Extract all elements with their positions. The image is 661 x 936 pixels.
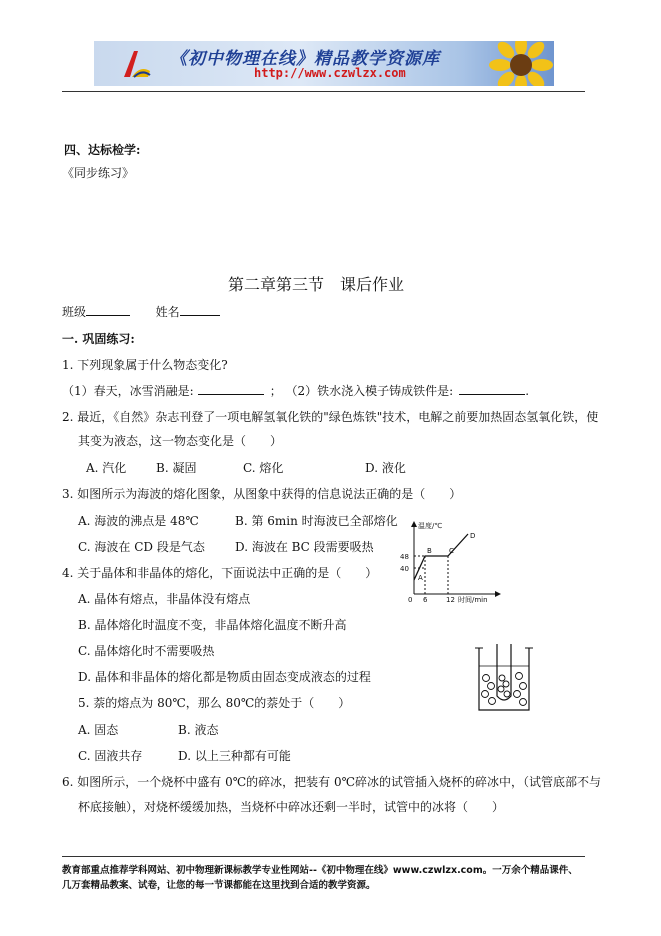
question-1: 1. 下列现象属于什么物态变化?	[62, 358, 228, 372]
melting-graph	[398, 518, 502, 606]
graph-tick-0: 0	[408, 596, 413, 604]
question-1-parts	[62, 382, 529, 399]
footer-line2: 几万套精品教案、试卷，让您的每一节课都能在这里找到合适的教学资源。	[62, 880, 376, 891]
q3-option-a[interactable]: A. 海波的沸点是 48℃	[78, 514, 199, 528]
graph-tick-6: 6	[423, 596, 428, 604]
graph-tick-48: 48	[400, 553, 409, 561]
graph-tick-12: 12	[446, 596, 455, 604]
question-4: 4. 关于晶体和非晶体的熔化，下面说法中正确的是（ ）	[62, 566, 378, 580]
q4-option-a[interactable]: A. 晶体有熔点，非晶体没有熔点	[78, 592, 251, 606]
graph-ylabel: 温度/℃	[418, 522, 443, 530]
q1-blank-a[interactable]	[198, 382, 264, 395]
q1-part-a: （1）春天，冰雪消融是:	[62, 384, 194, 398]
class-blank[interactable]	[86, 303, 130, 316]
q1-part-b: （2）铁水浇入模子铸成铁件是:	[285, 384, 454, 398]
banner-title: 《初中物理在线》精品教学资源库	[170, 49, 440, 69]
sunflower-icon	[486, 41, 554, 86]
section-heading: 四、达标检学:	[64, 143, 141, 157]
question-6-line1: 6. 如图所示，一个烧杯中盛有 0℃的碎冰，把装有 0℃碎冰的试管插入烧杯的碎冰中，（试管底部不与	[62, 775, 602, 789]
question-5: 5. 萘的熔点为 80℃，那么 80℃的萘处于（ ）	[78, 696, 351, 710]
q1-separator: ；	[269, 384, 282, 398]
graph-xlabel: 时间/min	[458, 596, 488, 604]
q5-option-a[interactable]: A. 固态	[78, 723, 119, 737]
q3-option-b[interactable]: B. 第 6min 时海波已全部熔化	[235, 514, 398, 528]
question-2-line2: 其变为液态，这一物态变化是（ ）	[78, 434, 283, 448]
graph-point-b: B	[427, 547, 432, 555]
q2-option-b[interactable]: B. 凝固	[156, 461, 197, 475]
beaker-figure	[473, 644, 535, 714]
q4-option-c[interactable]: C. 晶体熔化时不需要吸热	[78, 644, 215, 658]
q3-option-c[interactable]: C. 海波在 CD 段是气态	[78, 540, 205, 554]
q5-option-b[interactable]: B. 液态	[178, 723, 219, 737]
q4-option-d[interactable]: D. 晶体和非晶体的熔化都是物质由固态变成液态的过程	[78, 670, 371, 684]
q2-option-c[interactable]: C. 熔化	[243, 461, 284, 475]
site-logo-icon	[120, 47, 154, 81]
section-note: 《同步练习》	[62, 166, 135, 180]
q1-end: .	[525, 384, 530, 398]
q1-blank-b[interactable]	[459, 382, 525, 395]
part1-heading: 一. 巩固练习:	[62, 332, 135, 346]
q5-option-d[interactable]: D. 以上三种都有可能	[178, 749, 291, 763]
q2-option-a[interactable]: A. 汽化	[86, 461, 127, 475]
question-6-line2: 杯底接触），对烧杯缓缓加热，当烧杯中碎冰还剩一半时，试管中的冰将（ ）	[78, 800, 505, 814]
footer-line1: 教育部重点推荐学科网站、初中物理新课标教学专业性网站--《初中物理在线》www.czwlzx.com。一万余个精品课件、	[62, 865, 578, 876]
question-3: 3. 如图所示为海波的熔化图象，从图象中获得的信息说法正确的是（ ）	[62, 487, 462, 501]
q3-option-d[interactable]: D. 海波在 BC 段需要吸热	[235, 540, 374, 554]
header-banner	[94, 41, 554, 86]
homework-title: 第二章第三节 课后作业	[228, 275, 405, 294]
graph-point-a: A	[418, 574, 423, 582]
footer-rule	[62, 856, 585, 857]
class-label: 班级	[62, 305, 87, 319]
q2-option-d[interactable]: D. 液化	[365, 461, 406, 475]
graph-point-c: C	[449, 547, 454, 555]
question-2-line1: 2. 最近，《自然》杂志刊登了一项电解氢氧化铁的"绿色炼铁"技术，电解之前要加热固态氢氧化铁，使	[62, 410, 599, 424]
banner-url[interactable]: http://www.czwlzx.com	[254, 66, 406, 80]
class-name-line	[62, 303, 220, 320]
q5-option-c[interactable]: C. 固液共存	[78, 749, 143, 763]
name-label: 姓名	[155, 305, 180, 319]
name-blank[interactable]	[180, 303, 220, 316]
header-rule	[62, 91, 585, 92]
graph-tick-40: 40	[400, 565, 409, 573]
graph-point-d: D	[470, 532, 476, 540]
q4-option-b[interactable]: B. 晶体熔化时温度不变，非晶体熔化温度不断升高	[78, 618, 347, 632]
